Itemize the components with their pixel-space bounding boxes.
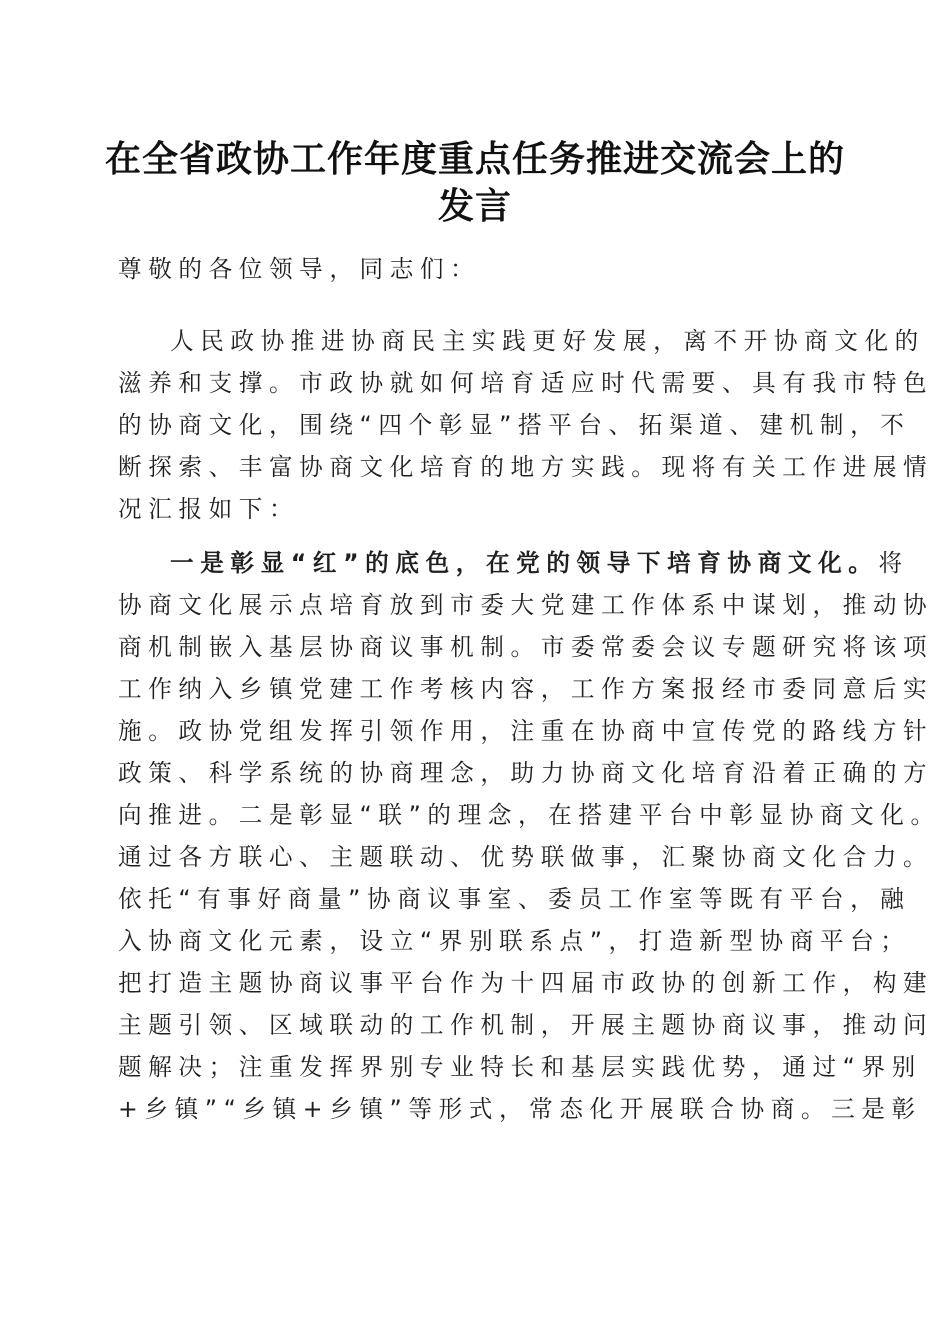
point-one-line	[170, 548, 909, 578]
document-title-line-2: 发言	[437, 185, 512, 227]
paragraph-line: 工作纳入乡镇党建工作考核内容，工作方案报经市委同意后实	[118, 675, 934, 703]
paragraph-line: 况汇报如下：	[118, 495, 300, 523]
paragraph-line: 滋养和支撑。市政协就如何培育适应时代需要、具有我市特色	[118, 369, 934, 397]
point-one-tail: 将	[878, 549, 909, 577]
paragraph-line: 的协商文化，围绕“四个彰显”搭平台、拓渠道、建机制，不	[118, 411, 911, 439]
paragraph-line: 题解决；注重发挥界别专业特长和基层实践优势，通过“界别	[118, 1053, 922, 1081]
paragraph-line: 施。政协党组发挥引领作用，注重在协商中宣传党的路线方针	[118, 717, 934, 745]
salutation: 尊敬的各位领导，同志们：	[118, 255, 481, 283]
paragraph-line: 把打造主题协商议事平台作为十四届市政协的创新工作，构建	[118, 969, 934, 997]
paragraph-line: 断探索、丰富协商文化培育的地方实践。现将有关工作进展情	[118, 453, 934, 481]
paragraph-line: 入协商文化元素，设立“界别联系点”，打造新型协商平台；	[118, 927, 911, 955]
paragraph-line: 主题引领、区域联动的工作机制，开展主题协商议事，推动问	[118, 1011, 934, 1039]
paragraph-line: 通过各方联心、主题联动、优势联做事，汇聚协商文化合力。	[118, 843, 934, 871]
paragraph-line: 向推进。二是彰显“联”的理念，在搭建平台中彰显协商文化。	[118, 801, 941, 829]
paragraph-line: +乡镇”“乡镇+乡镇”等形式，常态化开展联合协商。三是彰	[118, 1095, 922, 1123]
paragraph-line: 商机制嵌入基层协商议事机制。市委常委会议专题研究将该项	[118, 633, 934, 661]
document-title-line-1: 在全省政协工作年度重点任务推进交流会上的	[104, 138, 845, 180]
paragraph-line: 协商文化展示点培育放到市委大党建工作体系中谋划，推动协	[118, 591, 934, 619]
point-one-heading: 一是彰显“红”的底色，在党的领导下培育协商文化。	[170, 549, 879, 577]
paragraph-line: 依托“有事好商量”协商议事室、委员工作室等既有平台，融	[118, 885, 911, 913]
paragraph-line: 政策、科学系统的协商理念，助力协商文化培育沿着正确的方	[118, 759, 934, 787]
paragraph-line: 人民政协推进协商民主实践更好发展，离不开协商文化的	[170, 327, 925, 355]
